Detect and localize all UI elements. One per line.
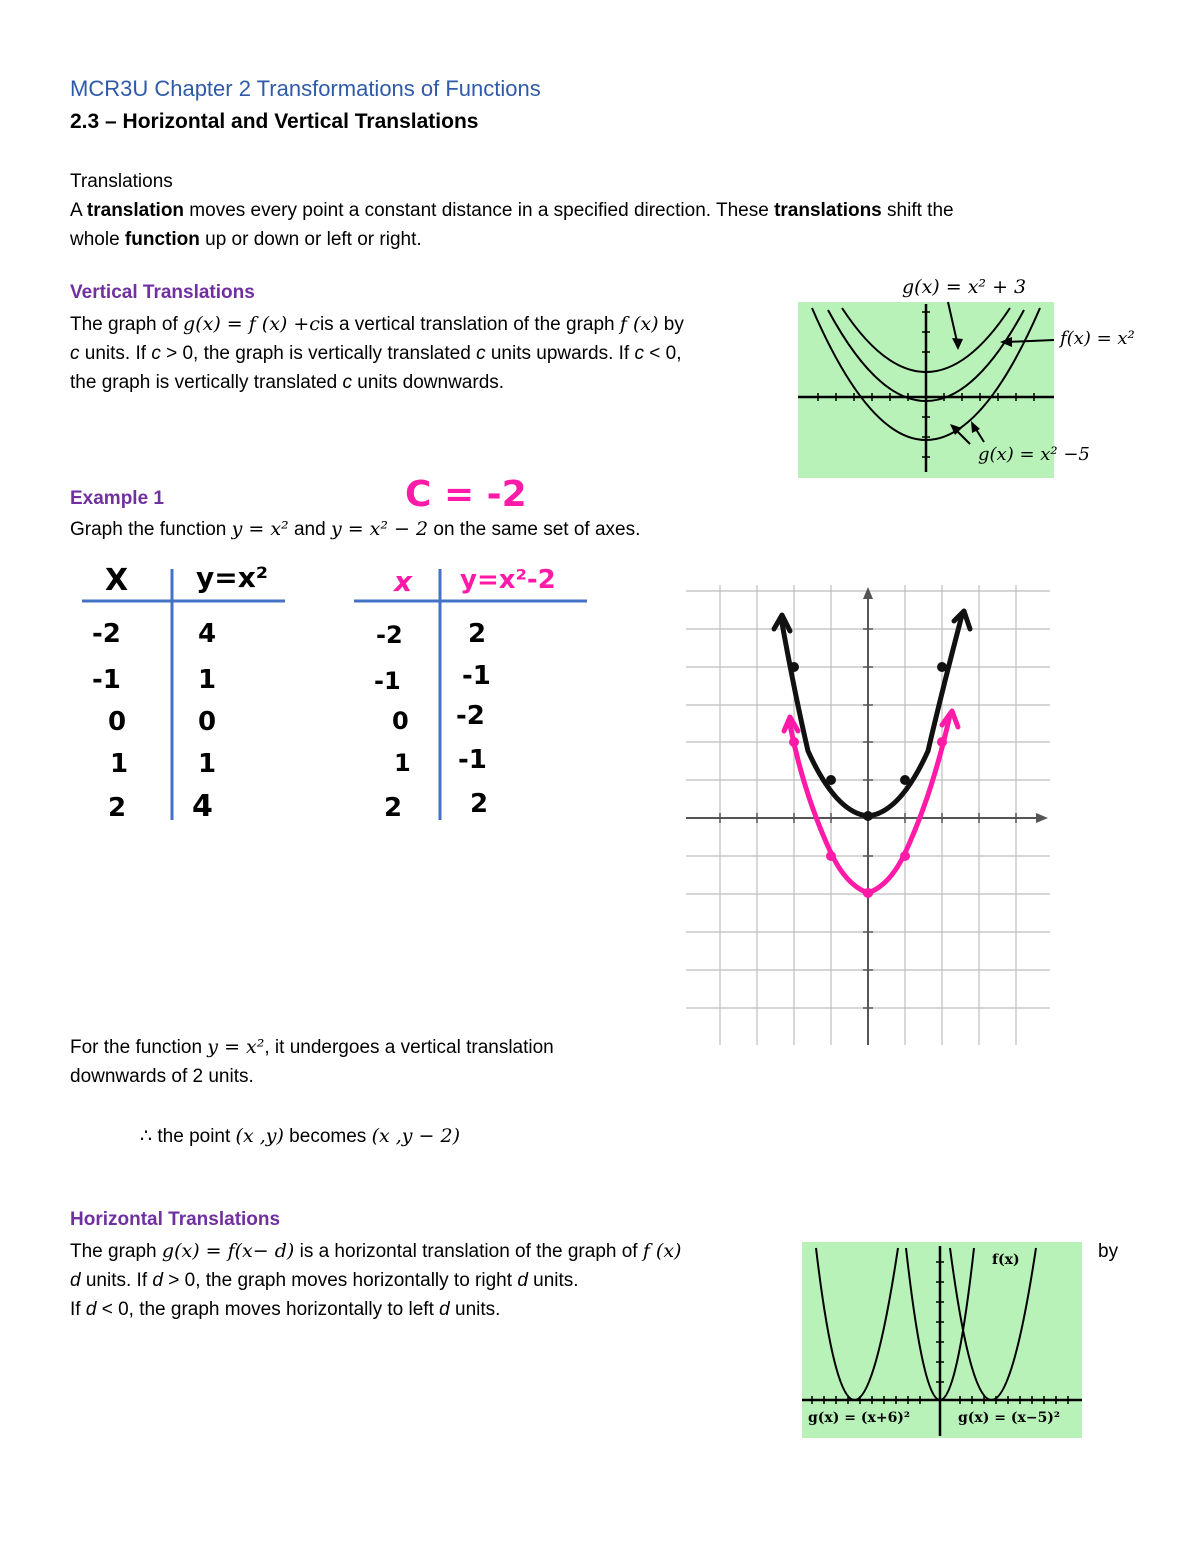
curve-y-x2 — [782, 615, 962, 816]
curve-g-right — [950, 1248, 1036, 1400]
horizontal-paragraph-by: by — [1098, 1241, 1119, 1262]
table2-cell: 2 — [384, 793, 403, 823]
label-f: f(x) = x² — [1060, 328, 1135, 349]
table1-cell: 1 — [198, 665, 217, 695]
vertical-paragraph: The graph of g(x) = f (x) +cis a vertical translation of the graph f (x) by c units. If c > 0, the graph is vertically translated c units upwards. If c < 0, the graph is vertically translated c units downwards. — [70, 313, 684, 393]
table2-cell: 2 — [468, 619, 487, 649]
horizontal-heading: Horizontal Translations — [70, 1209, 281, 1230]
table2-header-y: y=x²-2 — [460, 565, 556, 595]
vertical-heading: Vertical Translations — [70, 282, 255, 303]
example-instruction: Graph the function y = x² and y = x² − 2 on the same set of axes. — [70, 518, 641, 540]
label-g-plus-3: g(x) = x² + 3 — [902, 276, 1027, 298]
table1-cell: 0 — [198, 707, 217, 737]
table1-cell: 1 — [110, 749, 129, 779]
section-title: 2.3 – Horizontal and Vertical Translations — [70, 110, 479, 133]
horizontal-paragraph: The graph g(x) = f(x− d) is a horizontal translation of the graph of f (x) d units. If d > 0, the graph moves horizontally to right d units. If d < 0, the graph moves horizontally to left d units. — [70, 1240, 682, 1320]
label-g-left: g(x) = (x+6)² — [808, 1410, 911, 1426]
label-g-minus-5: g(x) = x² −5 — [978, 444, 1090, 465]
horizontal-translation-figure — [802, 1242, 1082, 1438]
c-annotation: C = -2 — [405, 474, 527, 515]
table-y-x2 — [80, 555, 300, 825]
table1-header-y: y=x² — [196, 561, 269, 594]
example-graph — [686, 585, 1050, 1045]
label-g-right: g(x) = (x−5)² — [958, 1410, 1061, 1426]
table2-cell: -1 — [374, 667, 401, 695]
example-heading: Example 1 — [70, 488, 164, 509]
table2-cell: 2 — [470, 789, 489, 819]
table1-cell: -2 — [92, 619, 121, 649]
table2-cell: 0 — [392, 707, 409, 735]
table1-cell: 0 — [108, 707, 127, 737]
course-title: MCR3U Chapter 2 Transformations of Functions — [70, 76, 541, 101]
table1-header-x: X — [105, 563, 129, 598]
table2-cell: -1 — [462, 661, 491, 691]
intro-heading: Translations — [70, 171, 173, 192]
table1-cell: 2 — [108, 793, 127, 823]
table1-cell: 4 — [192, 789, 213, 824]
table1-cell: 1 — [198, 749, 217, 779]
table2-cell: -1 — [458, 745, 487, 775]
vertical-translation-figure — [798, 272, 1158, 478]
table1-cell: 4 — [198, 619, 217, 649]
table1-cell: -1 — [92, 665, 121, 695]
intro-paragraph: A translation moves every point a constant distance in a specified direction. These translations shift the whole function up or down or left or right. — [70, 200, 954, 250]
table2-cell: -2 — [456, 701, 485, 731]
table2-cell: 1 — [394, 749, 411, 777]
table2-header-x: x — [394, 565, 413, 598]
table-y-x2-minus-2 — [352, 555, 592, 825]
therefore-statement: ∴ the point (x ,y) becomes (x ,y − 2) — [140, 1125, 461, 1147]
table2-cell: -2 — [376, 621, 403, 649]
label-fx: f(x) — [992, 1252, 1020, 1268]
curve-g-left — [816, 1248, 898, 1400]
example-conclusion: For the function y = x², it undergoes a vertical translation downwards of 2 units. — [70, 1036, 554, 1087]
